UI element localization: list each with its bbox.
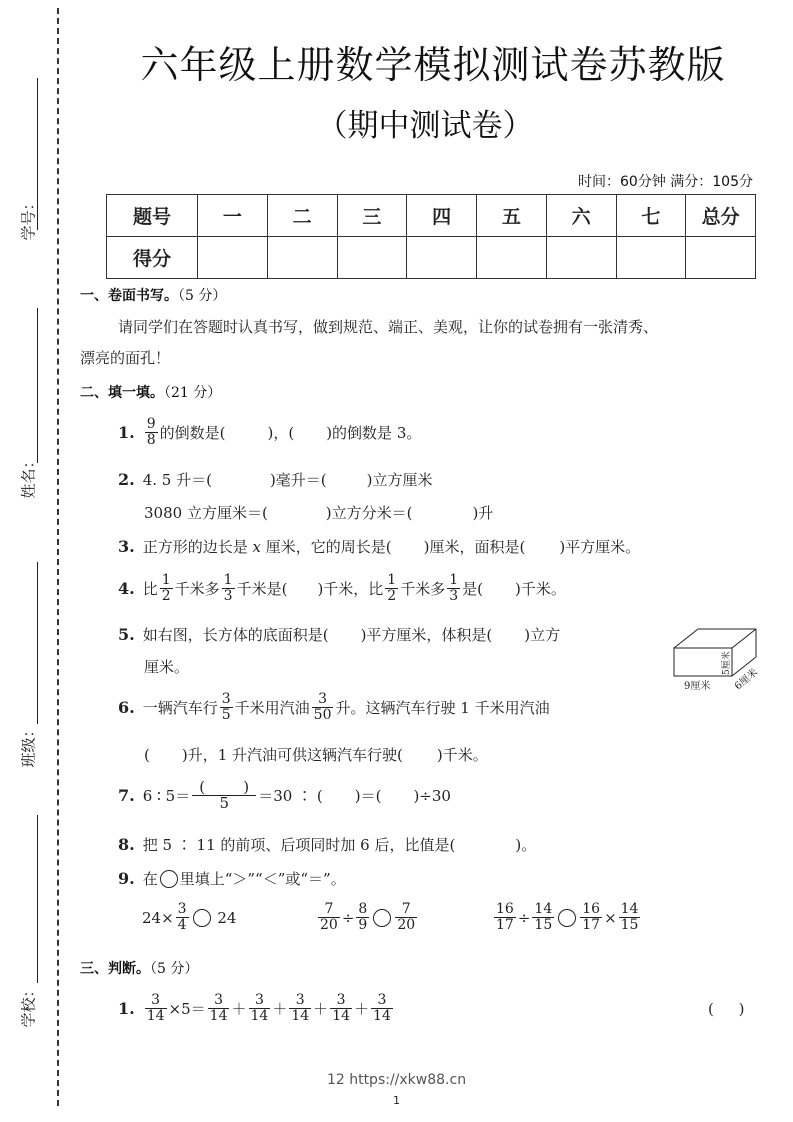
score-header-cell: 五 [477,195,547,237]
question-2-3: 3. 正方形的边长是 x 厘米，它的周长是( )厘米，面积是( )平方厘米。 [118,537,641,556]
score-header-cell: 总分 [686,195,756,237]
score-cell[interactable] [616,237,686,279]
score-header-cell: 二 [267,195,337,237]
question-number: 7. [118,786,135,805]
cuboid-height-label: 5厘米 [722,651,732,675]
score-table-score-row [107,237,756,279]
school-label: 学校： [19,982,38,1028]
score-header-cell: 四 [407,195,477,237]
question-2-8: 8. 把 5 ∶ 11 的前项、后项同时加 6 后，比值是( )。 [118,835,537,854]
name-label: 姓名： [19,453,38,499]
question-2-5-line2: 厘米。 [144,658,190,676]
score-table-header-row [107,195,756,237]
fraction: $\frac{1}{3}$ [223,572,233,604]
compare-item-2: $\frac{7}{20}$ ÷ $\frac{8}{9}$ $\frac{7}{20}$ [320,901,416,933]
section-3-heading [80,958,198,978]
score-header-cell: 题号 [107,195,198,237]
question-2-6: 6. 一辆汽车行 $\frac{3}{5}$ 千米用汽油 $\frac{3}{50}$ 升。这辆汽车行驶 1 千米用汽油 [118,691,550,723]
section-title: 一、卷面书写。 [80,288,178,304]
cuboid-figure [668,624,778,696]
cuboid-length-label: 9厘米 [684,681,711,692]
score-cell[interactable] [546,237,616,279]
fraction: $\frac{3}{14}$ [250,992,269,1024]
fraction: $\frac{7}{20}$ [320,901,338,933]
question-number: 1. [118,423,135,442]
section-1-heading [80,285,226,305]
question-number: 1. [118,999,135,1018]
cuboid-width-label: 6厘米 [732,666,761,693]
question-number: 9. [118,869,135,888]
fraction: $\frac{3}{4}$ [177,901,187,933]
question-2-2-line2: 3080 立方厘米＝( )立方分米＝( )升 [144,504,494,522]
fraction: $\frac{3}{14}$ [209,992,228,1024]
question-number: 3. [118,537,135,556]
instruction-line: 漂亮的面孔！ [80,349,171,367]
score-cell[interactable] [407,237,477,279]
compare-circle-icon [160,870,178,888]
score-cell[interactable] [267,237,337,279]
section-1-instructions [80,312,770,374]
fraction: $\frac{1}{2}$ [161,572,171,604]
fraction: $\frac{14}{15}$ [534,901,553,933]
score-row-label: 得分 [107,237,198,279]
class-underline [37,562,38,724]
compare-circle-blank[interactable] [373,909,391,927]
question-number: 8. [118,835,135,854]
fraction: $\frac{8}{9}$ [358,901,368,933]
score-cell[interactable] [686,237,756,279]
variable: x [252,537,261,556]
section-points: （21 分） [164,385,222,401]
student-id-label: 学号： [19,195,38,241]
question-number: 6. [118,698,135,717]
fraction: $\frac{3}{50}$ [313,691,332,723]
fraction: $\frac{3}{5}$ [221,691,231,723]
fraction: $\frac{3}{14}$ [291,992,310,1024]
fraction: $\frac{3}{14}$ [332,992,351,1024]
question-number: 2. [118,470,135,489]
score-cell[interactable] [477,237,547,279]
fraction: $\frac{16}{17}$ [582,901,601,933]
exam-time-and-score: 时间：60分钟 满分：105分 [578,174,753,190]
exam-subtitle: （期中测试卷） [316,108,534,144]
fraction: $\frac{9}{8}$ [146,416,156,448]
compare-item-3: $\frac{16}{17}$ ÷ $\frac{14}{15}$ $\frac{16}{17}$ × $\frac{14}{15}$ [496,901,639,933]
score-header-cell: 六 [546,195,616,237]
score-cell[interactable] [337,237,407,279]
compare-circle-blank[interactable] [193,909,211,927]
fraction: $\frac{3}{14}$ [146,992,165,1024]
watermark-url: 12 https://xkw88.cn [326,1072,467,1088]
fraction: $\frac{3}{14}$ [373,992,391,1024]
score-cell[interactable] [198,237,268,279]
fraction: $\frac{14}{15}$ [620,901,639,933]
question-3-1: 1. $\frac{3}{14}$ ×5＝ $\frac{3}{14}$ ＋ $\frac{3}{14}$ ＋ $\frac{3}{14}$ ＋ $\frac{3}{14}$ ＋ $\frac{3}{14}$ [118,992,391,1024]
score-header-cell: 三 [337,195,407,237]
question-2-9: 9. 在 里填上“＞”“＜”或“＝”。 [118,869,346,888]
score-header-cell: 一 [198,195,268,237]
instruction-line: 请同学们在答题时认真书写，做到规范、端正、美观，让你的试卷拥有一张清秀、 [118,318,659,336]
fraction-with-blank[interactable]: $\frac{( )}{5}$ [192,780,256,811]
judgement-answer-blank[interactable]: ( ) [708,1000,745,1018]
score-table [106,194,756,279]
section-title: 二、填一填。 [80,385,164,401]
section-title: 三、判断。 [80,961,150,977]
name-underline [37,308,38,463]
question-number: 4. [118,579,135,598]
fraction: $\frac{1}{2}$ [387,572,397,604]
question-2-7: 7. 6 ∶ 5＝ $\frac{( )}{5}$ ＝30 ∶ ( )＝( )÷30 [118,778,451,812]
score-header-cell: 七 [616,195,686,237]
section-2-heading [80,382,221,402]
fraction: $\frac{7}{20}$ [397,901,416,933]
question-2-1: 1. $\frac{9}{8}$ 的倒数是( )，( )的倒数是 3。 [118,416,422,448]
compare-item-1: 24× $\frac{3}{4}$ 24 [142,901,237,933]
question-2-6-line2: ( )升，1 升汽油可供这辆汽车行驶( )千米。 [144,746,488,764]
question-2-5: 5. 如右图，长方体的底面积是( )平方厘米，体积是( )立方 [118,625,561,644]
fraction: $\frac{16}{17}$ [496,901,514,933]
compare-circle-blank[interactable] [558,909,576,927]
page-number: 1 [393,1094,400,1107]
exam-title: 六年级上册数学模拟测试卷苏教版 [140,43,726,87]
question-number: 5. [118,625,135,644]
fraction: $\frac{1}{3}$ [449,572,459,604]
question-2-4: 4. 比 $\frac{1}{2}$ 千米多 $\frac{1}{3}$ 千米是( )千米，比 $\frac{1}{2}$ 千米多 $\frac{1}{3}$ 是( )千米。 [118,572,566,604]
class-label: 班级： [19,722,38,768]
school-underline [37,815,38,983]
section-points: （5 分） [178,288,227,304]
question-2-2: 2. 4. 5 升＝( )毫升＝( )立方厘米 [118,470,433,489]
binding-dashed-line [57,8,59,1106]
section-points: （5 分） [150,961,199,977]
